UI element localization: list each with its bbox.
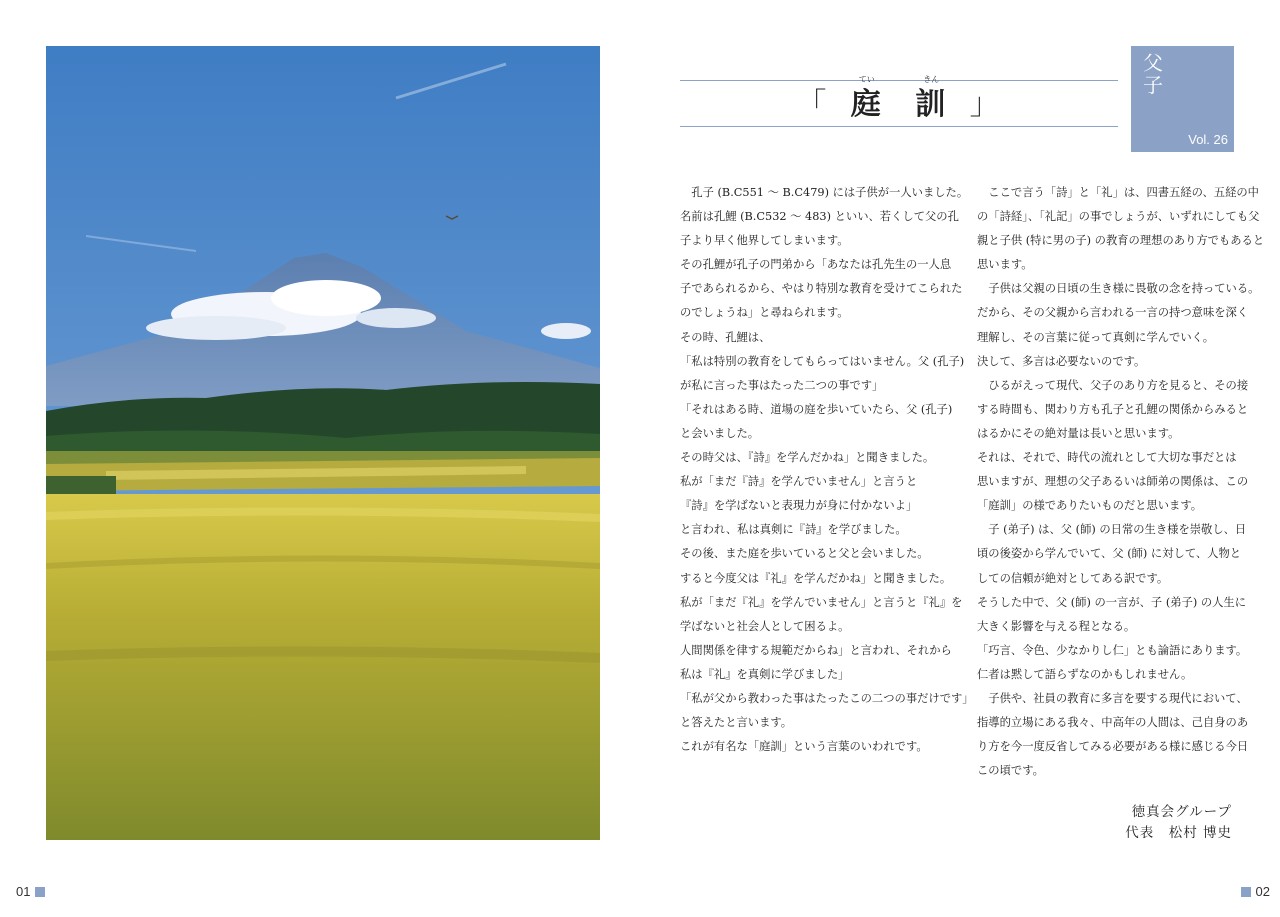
title-kanji-1 [850, 75, 883, 124]
page-marker-square [1241, 887, 1251, 897]
text-line: 「巧言、令色、少なかりし仁」とも論語にあります。 [977, 643, 1248, 657]
fuji-rice-field-photo [46, 46, 600, 840]
text-line: 『詩』を学ばないと表現力が身に付かないよ」 [680, 499, 918, 513]
text-line: 子供は父親の日頃の生き様に畏敬の念を持っている。 [977, 282, 1260, 296]
series-volume: Vol. 26 [1188, 132, 1228, 147]
title-kanji-2 [915, 75, 948, 124]
text-line: 大きく影響を与える程となる。 [977, 619, 1136, 633]
text-line: 名前は孔鯉 (B.C532 ～ 483) といい、若くして父の孔 [680, 210, 959, 224]
text-line: 「私が父から教わった事はたったこの二つの事だけです」 [680, 691, 974, 705]
text-line: 理解し、その言葉に従って真剣に学んでいく。 [977, 330, 1215, 344]
text-line: 決して、多言は必要ないのです。 [977, 354, 1146, 368]
text-line: の「詩経」、「礼記」の事でしょうが、いずれにしても父 [977, 210, 1260, 224]
text-line: 子より早く他界してしまいます。 [680, 234, 849, 248]
body-column-1 [680, 181, 974, 759]
text-line: その時父は、『詩』を学んだかね」と聞きました。 [680, 451, 935, 465]
text-line: その後、また庭を歩いていると父と会いました。 [680, 547, 929, 561]
text-line: 思います。 [977, 258, 1033, 272]
title-close-bracket: 」 [969, 87, 1002, 122]
page-number-right [1241, 884, 1270, 899]
text-line: これが有名な「庭訓」という言葉のいわれです。 [680, 740, 928, 754]
text-line: そうした中で、父 (師) の一言が、子 (弟子) の人生に [977, 595, 1247, 609]
title-rule-bottom [680, 126, 1118, 127]
text-line: 私は『礼』を真剣に学びました」 [680, 667, 850, 681]
series-name: 父子 [1143, 51, 1163, 97]
text-line: と言われ、私は真剣に『詩』を学びました。 [680, 523, 907, 537]
text-line: 親と子供 (特に男の子) の教育の理想のあり方でもあると [977, 234, 1265, 248]
text-line: が私に言った事はたった二つの事です」 [680, 378, 884, 392]
text-line: ここで言う「詩」と「礼」は、四書五経の、五経の中 [977, 186, 1259, 199]
article-title [680, 75, 1118, 124]
text-line: と答えたと言います。 [680, 716, 793, 730]
title-rule-top [680, 80, 1118, 81]
text-line: 子 (弟子) は、父 (師) の日常の生き様を崇敬し、日 [977, 523, 1247, 537]
text-line: だから、その父親から言われる一言の持つ意味を深く [977, 306, 1249, 320]
title-ruby-2: きん [923, 75, 940, 84]
text-line: それは、それで、時代の流れとして大切な事だとは [977, 451, 1237, 465]
title-char-2: 訓 [915, 87, 948, 122]
text-line: 人間関係を律する規範だからね」と言われ、それから [680, 643, 952, 657]
text-line: 私が「まだ『詩』を学んでいません」と言うと [680, 475, 918, 489]
text-line: 子供や、社員の教育に多言を要する現代において、 [977, 691, 1248, 705]
text-line: り方を今一度反省してみる必要がある様に感じる今日 [977, 740, 1249, 754]
text-line: しての信頼が絶対としてある訳です。 [977, 571, 1169, 585]
body-column-2 [977, 181, 1265, 783]
text-line: 子であられるから、やはり特別な教育を受けてこられた [680, 282, 963, 296]
text-line: のでしょうね」と尋ねられます。 [680, 306, 849, 320]
text-line: ひるがえって現代、父子のあり方を見ると、その接 [977, 378, 1249, 392]
page-marker-square [35, 887, 45, 897]
text-line: する時間も、関わり方も孔子と孔鯉の関係からみると [977, 402, 1249, 416]
text-line: 私が「まだ『礼』を学んでいません」と言うと『礼』を [680, 595, 963, 609]
text-line: 孔子 (B.C551 ～ B.C479) には子供が一人いました。 [680, 186, 969, 199]
series-badge [1131, 46, 1234, 152]
signature-representative: 代表 松村 博史 [1125, 825, 1232, 841]
signature-group: 徳真会グループ [1131, 804, 1232, 820]
text-line: 学ばないと社会人として困るよ。 [680, 619, 850, 633]
text-line: 仁者は黙して語らずなのかもしれません。 [977, 667, 1193, 681]
text-line: 「庭訓」の様でありたいものだと思います。 [977, 499, 1203, 513]
text-line: 思いますが、理想の父子あるいは師弟の関係は、この [977, 475, 1249, 489]
page-number-left-text: 01 [16, 884, 31, 899]
text-line: 「それはある時、道場の庭を歩いていたら、父 (孔子) [680, 402, 953, 416]
text-line: その孔鯉が孔子の門弟から「あなたは孔先生の一人息 [680, 258, 952, 272]
title-char-1: 庭 [850, 87, 883, 122]
text-line: 「私は特別の教育をしてもらってはいません。父 (孔子) [680, 354, 965, 368]
page-number-right-text: 02 [1255, 884, 1270, 899]
text-line: すると今度父は『礼』を学んだかね」と聞きました。 [680, 571, 952, 585]
page-number-left [16, 884, 45, 899]
author-signature [1125, 802, 1232, 844]
title-open-bracket: 「 [796, 87, 829, 122]
text-line: その時、孔鯉は、 [680, 330, 771, 344]
text-line: 頃の後姿から学んでいて、父 (師) に対して、人物と [977, 547, 1242, 561]
text-line: はるかにその絶対量は長いと思います。 [977, 426, 1180, 440]
text-line: と会いました。 [680, 426, 760, 440]
text-line: この頃です。 [977, 764, 1044, 778]
title-ruby-1: てい [858, 75, 875, 84]
text-line: 指導的立場にある我々、中高年の人間は、己自身のあ [977, 716, 1249, 730]
